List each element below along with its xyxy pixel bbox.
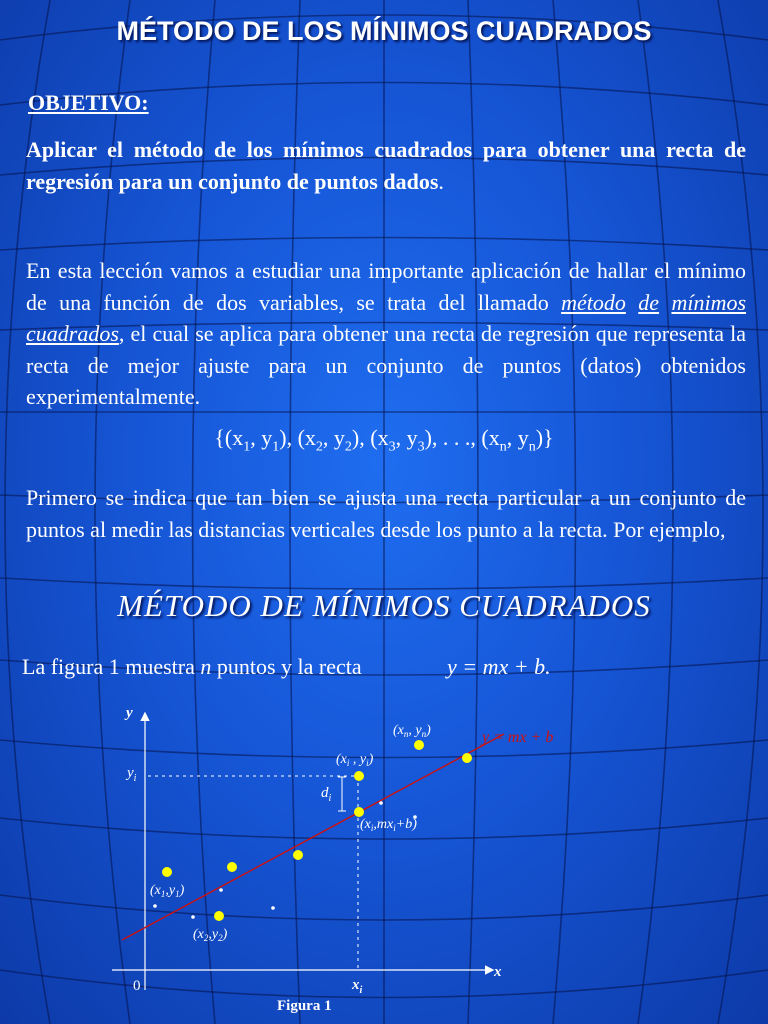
intro-part2: , el cual se aplica para obtener una recta de regresión que representa la recta de mejor ajuste para un conjunto de puntos (datos) obtenidos experimentalmente. [26, 321, 746, 409]
set-part: , y [250, 425, 273, 450]
set-part: , y [395, 425, 418, 450]
figure-caption: Figura 1 [277, 998, 332, 1014]
method-word-1: método [561, 289, 626, 315]
label-part: (x [336, 752, 347, 767]
label-part: (x [393, 723, 404, 738]
label-sub: i [366, 758, 369, 768]
label-part: , y [349, 752, 367, 767]
figure-intro [22, 654, 362, 680]
regression-line [122, 734, 504, 940]
label-part: ) [222, 927, 228, 942]
paragraph-2: Primero se indica que tan bien se ajusta una recta particular a un conjunto de puntos al medir las distancias verticales desde los punto a la recta. Por ejemplo, [26, 485, 746, 542]
set-part: {(x [214, 425, 244, 450]
fit-point [354, 807, 364, 817]
x-axis-label: x [494, 964, 502, 980]
label-sub: n [421, 729, 427, 739]
method-word-4: cuadrados [26, 321, 119, 346]
projection-dot [271, 906, 275, 910]
origin-label: 0 [133, 978, 141, 994]
label-sub: i [393, 823, 396, 833]
label-part: ,mx [373, 817, 394, 832]
label-sub: n [403, 729, 409, 739]
label-sub: 2 [218, 933, 223, 943]
projection-dot [153, 904, 157, 908]
label-part: (x [360, 817, 371, 832]
label-part: (x [150, 883, 161, 898]
set-part: ), (x [279, 425, 316, 450]
fit-point-label [360, 817, 417, 833]
least-squares-figure [0, 690, 768, 1024]
data-point [462, 753, 472, 763]
set-sub: 1 [243, 439, 251, 455]
di-label-main: d [321, 785, 329, 801]
point-2-label [193, 927, 228, 943]
yi-label [125, 765, 137, 784]
data-point [162, 867, 172, 877]
projection-dot [219, 888, 223, 892]
projection-dot [379, 801, 383, 805]
data-point [214, 911, 224, 921]
intro-paragraph [26, 255, 746, 413]
set-sub: 2 [344, 439, 352, 455]
method-word-2: de [638, 289, 660, 315]
data-point [227, 862, 237, 872]
projection-dot [191, 915, 195, 919]
intro-part1: En esta lección vamos a estudiar una importante aplicación de hallar el mínimo de una función de dos variables, se trata del llamado [26, 258, 746, 315]
label-part: ) [426, 723, 431, 738]
objective-text [26, 134, 746, 197]
label-part: ) [179, 883, 185, 898]
label-sub: 2 [203, 933, 209, 943]
objective-body: Aplicar el método de los mínimos cuadrados para obtener una recta de regresión para un conjunto de puntos dados [26, 137, 746, 194]
section-subtitle: MÉTODO DE MÍNIMOS CUADRADOS [117, 588, 651, 623]
set-part: ), (x [351, 425, 389, 450]
xi-label [351, 977, 363, 996]
objective-period: . [438, 168, 444, 194]
data-point [293, 850, 303, 860]
point-i-label [336, 752, 374, 768]
label-part: (x [193, 927, 204, 942]
label-sub: 1 [175, 889, 180, 899]
set-sub: 3 [417, 439, 425, 455]
yi-label-main: y [127, 765, 134, 781]
figure-intro-before: La figura 1 muestra [22, 654, 201, 679]
label-part: , y [408, 723, 422, 738]
regression-line-label: y = mx + b [482, 729, 554, 746]
y-axis-label: y [126, 705, 133, 721]
label-part: ,y [165, 883, 176, 898]
xi-label-main: x [352, 977, 360, 993]
set-part: ), . . ., (x [424, 425, 500, 450]
label-sub: i [346, 758, 350, 768]
yi-label-sub: i [133, 773, 137, 784]
point-1-label [150, 883, 185, 899]
label-part: ) [368, 752, 374, 767]
figure-equation: y = mx + b. [447, 654, 551, 679]
figure-intro-n: n [200, 654, 212, 679]
figure-intro-after: puntos y la recta [211, 654, 362, 679]
label-part: +b) [395, 817, 417, 832]
label-sub: 1 [160, 889, 166, 899]
label-sub: i [370, 823, 374, 833]
xi-label-sub: i [359, 985, 363, 996]
objective-heading: OBJETIVO: [28, 90, 149, 115]
di-label [321, 785, 332, 804]
set-sub: 3 [388, 439, 396, 455]
label-part: ,y [208, 927, 219, 942]
set-part: , y [506, 425, 529, 450]
set-part: , y [322, 425, 345, 450]
set-sub: 1 [272, 439, 280, 455]
data-point [354, 771, 364, 781]
point-n-label [393, 723, 431, 739]
set-part: )} [535, 425, 554, 450]
set-sub: n [499, 439, 507, 455]
di-label-sub: i [328, 793, 332, 804]
set-sub: 2 [315, 439, 323, 455]
data-point [414, 740, 424, 750]
page-title: MÉTODO DE LOS MÍNIMOS CUADRADOS [116, 16, 652, 46]
set-sub: n [528, 439, 536, 455]
point-set [0, 425, 768, 455]
method-word-3: mínimos [671, 289, 747, 315]
